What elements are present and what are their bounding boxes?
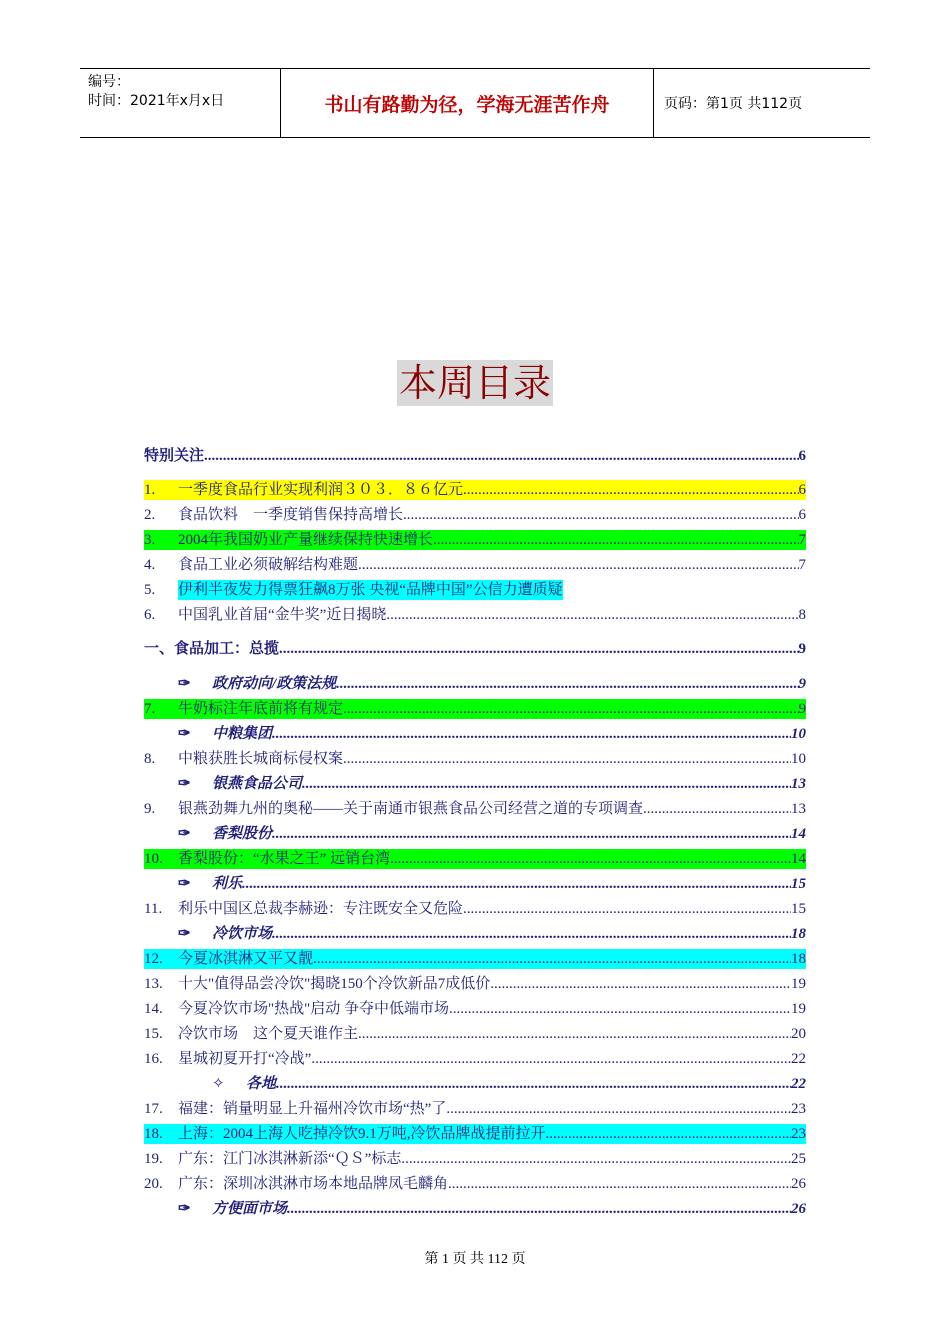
toc-leader-dots <box>433 530 798 550</box>
toc-leader-dots <box>272 724 791 744</box>
toc-item-number: 4. <box>144 557 156 573</box>
toc-leader-dots <box>643 799 791 819</box>
toc-page-number: 13 <box>791 776 806 792</box>
toc-item[interactable] <box>144 528 806 550</box>
toc-item[interactable] <box>144 603 806 625</box>
toc-leader-dots <box>358 1024 791 1044</box>
toc-item[interactable] <box>144 503 806 525</box>
toc-item-number: 14. <box>144 1001 163 1017</box>
toc-subsection-title: 各地 <box>246 1076 277 1092</box>
toc-page-number: 23 <box>791 1126 806 1142</box>
time-label: 时间：2021年x月x日 <box>88 93 225 109</box>
toc-leader-dots <box>358 555 798 575</box>
highlight-band <box>144 480 806 500</box>
toc-item-number: 17. <box>144 1101 163 1117</box>
highlight-band <box>144 849 806 869</box>
toc-leader-dots <box>336 674 798 694</box>
toc-subsection-title: 银燕食品公司 <box>212 776 303 792</box>
toc-item-number: 18. <box>144 1126 163 1142</box>
toc-item[interactable] <box>144 997 806 1019</box>
title-wrap <box>0 360 950 406</box>
toc-item-title: 上海：2004上海人吃掉冷饮9.1万吨,冷饮品牌战提前拉开 <box>178 1126 546 1142</box>
toc-page-number: 9 <box>798 641 806 657</box>
toc-leader-dots <box>463 899 791 919</box>
toc-leader-dots <box>401 1149 791 1169</box>
toc-item-title: 2004年我国奶业产量继续保持快速增长 <box>178 532 434 548</box>
highlight-band <box>144 530 806 550</box>
quill-icon: ✑ <box>178 726 191 742</box>
toc-item[interactable] <box>144 1122 806 1144</box>
toc-page-number: 25 <box>791 1151 806 1167</box>
toc-item[interactable] <box>144 797 806 819</box>
toc-page-number: 19 <box>791 976 806 992</box>
toc-heading[interactable] <box>144 772 806 794</box>
toc-item-number: 16. <box>144 1051 163 1067</box>
toc-leader-dots <box>463 480 798 500</box>
toc-item[interactable] <box>144 1047 806 1069</box>
toc-heading[interactable] <box>144 1197 806 1219</box>
toc-page-number: 15 <box>791 876 806 892</box>
toc-item[interactable] <box>144 1172 806 1194</box>
quill-icon: ✑ <box>178 676 191 692</box>
toc-section-title: 一、食品加工：总揽 <box>144 641 280 657</box>
toc-item-number: 15. <box>144 1026 163 1042</box>
toc-item-title: 冷饮市场 这个夏天谁作主 <box>178 1026 359 1042</box>
toc-item-title: 中粮获胜长城商标侵权案 <box>178 751 344 767</box>
toc-page-number: 7 <box>798 557 806 573</box>
toc-item-number: 9. <box>144 801 156 817</box>
toc-leader-dots <box>546 1124 791 1144</box>
toc-item[interactable] <box>144 947 806 969</box>
toc-leader-dots <box>313 949 791 969</box>
toc-item[interactable] <box>144 553 806 575</box>
toc-heading[interactable] <box>144 722 806 744</box>
toc-page-number: 26 <box>791 1201 806 1217</box>
toc-subsection-title: 中粮集团 <box>212 726 273 742</box>
toc-leader-dots <box>343 749 791 769</box>
toc-item-number: 20. <box>144 1176 163 1192</box>
toc-item-title: 中国乳业首届“金牛奖”近日揭晓 <box>178 607 387 623</box>
toc-item-title: 星城初夏开打“冷战” <box>178 1051 312 1067</box>
header-meta <box>80 69 281 137</box>
toc-leader-dots <box>449 999 791 1019</box>
toc-item-title: 食品饮料 一季度销售保持高增长 <box>178 507 404 523</box>
toc-page-number: 19 <box>791 1001 806 1017</box>
quill-icon: ✑ <box>178 826 191 842</box>
toc-leader-dots <box>276 1074 791 1094</box>
toc-heading[interactable] <box>144 672 806 694</box>
toc-page-number: 18 <box>791 951 806 967</box>
toc-item[interactable] <box>144 1147 806 1169</box>
toc-page-number: 6 <box>798 448 806 464</box>
toc-item-number: 5. <box>144 582 156 598</box>
star-icon: ✧ <box>212 1076 225 1092</box>
toc-item-title: 广东：深圳冰淇淋市场本地品牌凤毛麟角 <box>178 1176 449 1192</box>
toc-page-number: 22 <box>791 1076 806 1092</box>
toc-item-title: 今夏冷饮市场"热战"启动 争夺中低端市场 <box>178 1001 449 1017</box>
toc-item-number: 13. <box>144 976 163 992</box>
toc-page-number: 14 <box>791 851 806 867</box>
toc-leader-dots <box>448 1174 791 1194</box>
toc-item-title: 福建：销量明显上升福州冷饮市场“热”了 <box>178 1101 447 1117</box>
highlight-band <box>144 949 806 969</box>
toc-item[interactable] <box>144 478 806 500</box>
toc-leader-dots <box>311 1049 791 1069</box>
toc-item[interactable] <box>144 1022 806 1044</box>
highlight-band <box>144 699 806 719</box>
toc-page-number: 15 <box>791 901 806 917</box>
toc-item[interactable] <box>144 847 806 869</box>
toc-leader-dots <box>386 605 798 625</box>
toc-item-number: 1. <box>144 482 156 498</box>
toc-item-number: 8. <box>144 751 156 767</box>
toc-page-number: 13 <box>791 801 806 817</box>
toc-subsection-title: 利乐 <box>212 876 243 892</box>
page-footer: 第 1 页 共 112 页 <box>424 1252 526 1267</box>
toc-item-number: 6. <box>144 607 156 623</box>
toc-leader-dots <box>279 639 798 659</box>
toc-leader-dots <box>204 446 798 466</box>
toc-page-number: 10 <box>791 726 806 742</box>
toc-item[interactable] <box>144 1097 806 1119</box>
toc-heading[interactable] <box>144 922 806 944</box>
page-header <box>80 68 870 138</box>
toc-page-number: 6 <box>798 507 806 523</box>
toc-page-number: 7 <box>798 532 806 548</box>
page-title: 本周目录 <box>398 361 551 405</box>
quill-icon: ✑ <box>178 926 191 942</box>
toc-heading[interactable] <box>144 872 806 894</box>
quill-icon: ✑ <box>178 776 191 792</box>
header-motto: 书山有路勤为径，学海无涯苦作舟 <box>281 69 654 137</box>
toc-item-title: 伊利半夜发力得票狂飙8万张 央视“品牌中国”公信力遭质疑 <box>178 582 563 598</box>
toc-page-number: 8 <box>798 607 806 623</box>
toc-item-number: 19. <box>144 1151 163 1167</box>
toc-page-number: 18 <box>791 926 806 942</box>
toc-heading[interactable] <box>144 1072 806 1094</box>
toc-leader-dots <box>287 1199 791 1219</box>
toc-item-title: 十大"值得品尝冷饮"揭晓150个冷饮新品7成低价 <box>178 976 491 992</box>
highlight-band <box>144 1124 806 1144</box>
quill-icon: ✑ <box>178 876 191 892</box>
toc-leader-dots <box>302 774 791 794</box>
toc-item-title: 香梨股份：“水果之王” 远销台湾 <box>178 851 391 867</box>
toc-item-title: 今夏冰淇淋又平又靓 <box>178 951 314 967</box>
toc-section-title: 特别关注 <box>144 448 205 464</box>
toc-page-number: 23 <box>791 1101 806 1117</box>
toc-item-title: 广东：江门冰淇淋新添“ＱＳ”标志 <box>178 1151 402 1167</box>
toc-page-number: 10 <box>791 751 806 767</box>
toc-item-number: 12. <box>144 951 163 967</box>
toc-leader-dots <box>343 699 798 719</box>
toc-heading[interactable] <box>144 822 806 844</box>
toc-page-number: 9 <box>798 676 806 692</box>
toc-item-number: 11. <box>144 901 163 917</box>
toc-item[interactable] <box>144 697 806 719</box>
toc-subsection-title: 方便面市场 <box>212 1201 288 1217</box>
header-page-info: 页码：第1页 共112页 <box>664 96 803 112</box>
toc-item-number: 3. <box>144 532 156 548</box>
toc-page-number: 20 <box>791 1026 806 1042</box>
toc-leader-dots <box>390 849 791 869</box>
toc-item[interactable] <box>144 578 806 600</box>
toc-subsection-title: 政府动向/政策法规 <box>212 676 337 692</box>
toc-item-title: 银燕劲舞九州的奥秘——关于南通市银燕食品公司经营之道的专项调查 <box>178 801 644 817</box>
toc-page-number: 6 <box>798 482 806 498</box>
toc-item[interactable] <box>144 897 806 919</box>
toc-item-number: 10. <box>144 851 163 867</box>
toc-leader-dots <box>490 974 791 994</box>
toc-item[interactable] <box>144 972 806 994</box>
toc-heading[interactable] <box>144 444 806 466</box>
toc-page-number: 26 <box>791 1176 806 1192</box>
toc-item-title: 一季度食品行业实现利润３０３．８６亿元 <box>178 482 464 498</box>
toc-item-title: 利乐中国区总裁李赫逊：专注既安全又危险 <box>178 901 464 917</box>
toc-item-title: 食品工业必须破解结构难题 <box>178 557 359 573</box>
toc-item-number: 2. <box>144 507 156 523</box>
toc-page-number: 14 <box>791 826 806 842</box>
toc-heading[interactable] <box>144 637 806 659</box>
toc-leader-dots <box>242 874 791 894</box>
toc-subsection-title: 冷饮市场 <box>212 926 273 942</box>
toc-item-number: 7. <box>144 701 156 717</box>
quill-icon: ✑ <box>178 1201 191 1217</box>
toc-leader-dots <box>272 824 791 844</box>
toc-page-number: 9 <box>798 701 806 717</box>
serial-label: 编号： <box>88 74 130 90</box>
toc-page-number: 22 <box>791 1051 806 1067</box>
toc-item[interactable] <box>144 747 806 769</box>
toc-leader-dots <box>272 924 791 944</box>
toc-leader-dots <box>446 1099 791 1119</box>
toc-leader-dots <box>403 505 798 525</box>
toc-item-title: 牛奶标注年底前将有规定 <box>178 701 344 717</box>
toc-subsection-title: 香梨股份 <box>212 826 273 842</box>
